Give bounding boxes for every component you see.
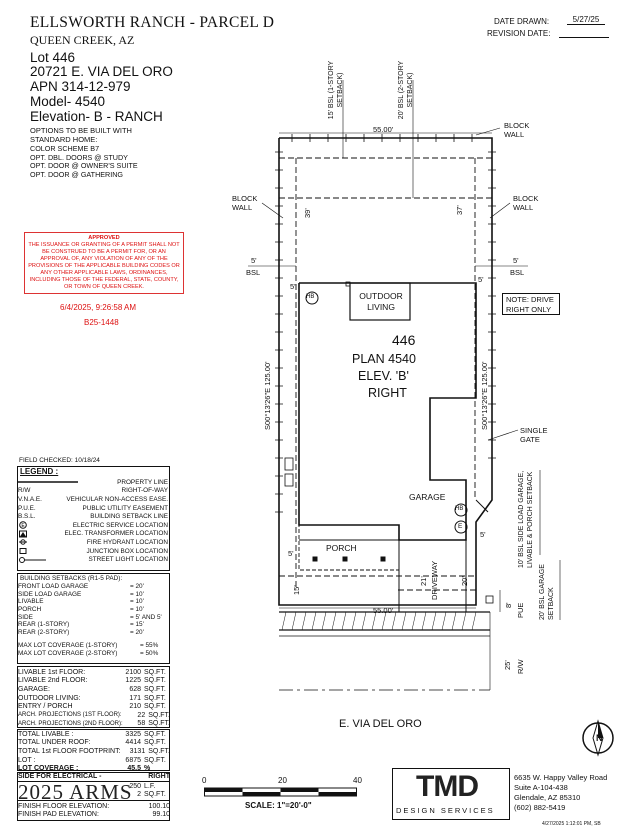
total-value: 45.5	[127, 765, 141, 773]
legend-abbr: V.N.A.E.	[18, 495, 42, 503]
lot-apn: APN 314-12-979	[30, 79, 131, 94]
bsl-left: BSL	[246, 268, 261, 277]
setback-value: = 20'	[130, 583, 144, 591]
area-label: ARCH. PROJECTIONS (2ND FLOOR):	[18, 720, 123, 727]
north-label: N	[596, 733, 603, 743]
address-line: Suite A-104-438	[514, 783, 568, 792]
legend-text: FIRE HYDRANT LOCATION	[86, 538, 168, 546]
total-label: LOT :	[18, 756, 36, 764]
plan-elevation: ELEV. 'B'	[358, 369, 409, 383]
elevation-value: 99.10	[152, 811, 170, 819]
project-title: ELLSWORTH RANCH - PARCEL D	[30, 14, 275, 31]
elevation-label: FINISH PAD ELEVATION:	[18, 811, 99, 819]
side-load-setback: 10' BSL SIDE LOAD GARAGE, LIVABLE & PORCH SETBACK	[518, 470, 534, 568]
setback-label: SIDE	[18, 613, 33, 621]
plan-model: PLAN 4540	[352, 352, 416, 366]
area-value: 628	[129, 685, 141, 693]
total-unit: SQ.FT.	[144, 756, 166, 764]
area-label: ENTRY / PORCH	[18, 703, 73, 711]
legend-text: PUBLIC UTILITY EASEMENT	[82, 504, 168, 512]
coverage-label: MAX LOT COVERAGE (2-STORY)	[18, 650, 118, 658]
legend-text: ELECTRIC SERVICE LOCATION	[72, 521, 168, 529]
pue-label: PUE	[516, 602, 525, 618]
area-value: 2100	[125, 668, 141, 676]
company-tagline: DESIGN SERVICES	[396, 806, 495, 815]
legend-text: VEHICULAR NON-ACCESS EASE.	[66, 495, 168, 503]
area-unit: SQ.FT.	[144, 668, 166, 676]
total-unit: SQ.FT.	[144, 739, 166, 747]
setback-value: = 10'	[130, 598, 144, 606]
rear-bsl-1story: 15' BSL (1-STORY SETBACK)	[328, 60, 344, 120]
legend-title: LEGEND :	[20, 467, 59, 476]
rw-label: R/W	[516, 659, 525, 674]
legend-text: RIGHT-OF-WAY	[121, 487, 168, 495]
single-gate-label: SINGLE GATE	[520, 426, 548, 444]
block-wall-marks	[275, 134, 496, 512]
rear-dimension: 55.00'	[373, 125, 394, 134]
company-logo: TMD	[416, 770, 478, 803]
legend-text: PROPERTY LINE	[117, 478, 168, 486]
address-line: Glendale, AZ 85310	[514, 793, 581, 802]
right-bearing: S00°13'26"E 125.00'	[480, 361, 489, 430]
junction-box-icon	[486, 596, 493, 603]
option-item: OPT. DBL. DOORS @ STUDY	[30, 152, 128, 162]
dim-25: 25'	[503, 660, 512, 670]
permit-number: B25-1448	[84, 318, 119, 327]
legend-text: JUNCTION BOX LOCATION	[86, 547, 168, 555]
scale-bar	[204, 787, 360, 799]
block-wall-left: BLOCK WALL	[232, 194, 258, 212]
area-unit: SQ.FT.	[144, 694, 166, 702]
dim-39: 39'	[303, 208, 312, 218]
approval-text: THE ISSUANCE OR GRANTING OF A PERMIT SHALL NOT BE CONSTRUED TO BE A PERMIT FOR, OR AN APPROVAL OF, ANY VIOLATION OF ANY OF THE PROVISIONS OF THE APPLICABLE BUILDING CODES OR ANY OTHER APPLICABLE LAWS, ORDINANCES, INCLUDING THOSE OF THE FEDERAL, STATE, COUNTY, OR TOWN OF QUEEN CREEK.	[28, 242, 180, 290]
porch-label: PORCH	[326, 543, 357, 553]
electrical-label: SIDE FOR ELECTRICAL -	[18, 772, 102, 780]
address-line: 6635 W. Happy Valley Road	[514, 773, 608, 782]
coverage-value: = 55%	[140, 642, 159, 650]
lot-address: 20721 E. VIA DEL ORO	[30, 64, 173, 79]
ac-pad	[285, 474, 293, 486]
total-value: 3131	[129, 747, 146, 755]
bsl-right: BSL	[510, 268, 525, 277]
model-number: Model- 4540	[30, 94, 106, 109]
area-unit: SQ.FT.	[148, 720, 170, 728]
setback-value: = 15'	[130, 621, 144, 629]
setback-value: = 20'	[130, 628, 144, 636]
street-name: E. VIA DEL ORO	[339, 718, 422, 730]
side-setback-right-dim: 5'	[513, 256, 519, 265]
dim-37: 37'	[455, 205, 464, 215]
setbacks-title: BUILDING SETBACKS (R1-5 PAD):	[20, 575, 123, 582]
garage-label: GARAGE	[409, 492, 446, 502]
area-value: 58	[137, 720, 146, 728]
total-unit: SQ.FT.	[148, 747, 170, 755]
driveway-label: DRIVEWAY	[430, 560, 439, 600]
area-value: 210	[129, 703, 141, 711]
area-unit: SQ.FT.	[148, 711, 170, 719]
house-footprint	[299, 283, 476, 540]
total-label: TOTAL 1st FLOOR FOOTPRINT:	[18, 747, 121, 755]
drive-note: NOTE: DRIVE RIGHT ONLY	[502, 293, 560, 315]
wall-value: 2	[137, 791, 141, 799]
garage-setback: 20' BSL GARAGE SETBACK	[539, 564, 555, 620]
legend-text: BUILDING SETBACK LINE	[90, 513, 168, 521]
elevation-label: FINISH FLOOR ELEVATION:	[18, 802, 110, 810]
hose-bib-label: HB	[455, 506, 464, 512]
elevation-value: 100.10	[148, 802, 170, 810]
porch-column	[343, 557, 347, 561]
total-value: 4414	[125, 739, 141, 747]
legend-abbr: P.U.E.	[18, 504, 36, 512]
wall-value: 250	[129, 782, 141, 790]
setback-value: = 5' AND 5'	[130, 613, 162, 621]
area-label: GARAGE:	[18, 685, 50, 693]
area-unit: SQ.FT.	[144, 685, 166, 693]
elevation-label: Elevation- B - RANCH	[30, 109, 163, 124]
field-checked: FIELD CHECKED: 10/18/24	[19, 457, 100, 464]
left-bearing: S00°13'26"E 125.00'	[263, 361, 272, 430]
area-label: LIVABLE 2nd FLOOR:	[18, 677, 88, 685]
electric-meter-label: E	[458, 523, 463, 530]
legend-text: ELEC. TRANSFORMER LOCATION	[64, 530, 168, 538]
setback-label: REAR (2-STORY)	[18, 628, 70, 636]
total-value: 3325	[125, 730, 141, 738]
setback-label: FRONT LOAD GARAGE	[18, 583, 89, 591]
total-label: TOTAL LIVABLE :	[18, 730, 74, 738]
legend-abbr: R/W	[18, 487, 31, 495]
area-label: ARCH. PROJECTIONS (1ST FLOOR):	[18, 712, 122, 719]
area-value: 171	[129, 694, 141, 702]
porch-dim-5: 5'	[288, 549, 294, 558]
side-dim-5: 5'	[478, 275, 484, 284]
lot-number: Lot 446	[30, 50, 76, 65]
coverage-value: = 50%	[140, 650, 159, 658]
setback-label: REAR (1-STORY)	[18, 621, 70, 629]
block-wall-right: BLOCK WALL	[513, 194, 539, 212]
company-address	[514, 773, 607, 813]
area-unit: SQ.FT.	[144, 677, 166, 685]
watermark-text: 2025 ARMS	[18, 780, 133, 804]
approval-title: APPROVED	[88, 235, 120, 241]
outdoor-living-label: OUTDOOR LIVING	[359, 291, 403, 312]
electrical-value: RIGHT	[148, 772, 170, 780]
scale-label: SCALE: 1"=20'-0"	[245, 801, 312, 810]
scale-tick: 20	[278, 776, 287, 785]
legend-abbr: B.S.L.	[18, 513, 36, 521]
porch-column	[313, 557, 317, 561]
scale-tick: 40	[353, 776, 362, 785]
area-label: OUTDOOR LIVING:	[18, 694, 81, 702]
date-drawn-value: 5/27/25	[567, 15, 605, 25]
single-gate	[476, 500, 488, 512]
approval-timestamp: 6/4/2025, 9:26:58 AM	[60, 303, 137, 312]
date-drawn-label: DATE DRAWN:	[494, 17, 550, 26]
option-item: OPT. DOOR @ OWNER'S SUITE	[30, 161, 138, 171]
setback-label: PORCH	[18, 606, 42, 614]
setback-value: = 10'	[130, 606, 144, 614]
address-line: (602) 882-5419	[514, 803, 566, 812]
area-label: LIVABLE 1st FLOOR:	[18, 668, 86, 676]
total-value: 6875	[125, 756, 141, 764]
dim-8: 8'	[504, 602, 513, 608]
porch-column	[381, 557, 385, 561]
ac-pad	[285, 458, 293, 470]
setback-label: SIDE LOAD GARAGE	[18, 590, 82, 598]
total-label: TOTAL UNDER ROOF:	[18, 739, 91, 747]
option-item: OPT. DOOR @ GATHERING	[30, 169, 124, 179]
dim-15: 15'	[292, 585, 301, 595]
front-dimension: 55.00'	[373, 606, 394, 615]
side-setback-left-dim: 5'	[251, 256, 257, 265]
setback-label: LIVABLE	[18, 598, 44, 606]
total-label: LOT COVERAGE :	[18, 765, 79, 773]
area-value: 22	[137, 711, 146, 719]
area-value: 1225	[125, 677, 141, 685]
setback-value: = 10'	[130, 590, 144, 598]
wall-unit: SQ.FT.	[144, 791, 166, 799]
wall-unit: L.F.	[144, 782, 156, 790]
scale-tick: 0	[202, 776, 207, 785]
hose-bib-label: HB	[306, 294, 315, 300]
footer-stamp: 4/27/2025 1:12:01 PM, SB	[542, 821, 601, 827]
plan-lot-number: 446	[392, 332, 416, 348]
dim-20: 20'	[460, 576, 469, 586]
plan-hand: RIGHT	[368, 386, 407, 400]
project-city: QUEEN CREEK, AZ	[30, 33, 135, 47]
total-unit: SQ.FT.	[144, 730, 166, 738]
rear-bsl-2story: 20' BSL (2-STORY SETBACK)	[398, 60, 414, 120]
option-item: COLOR SCHEME B7	[30, 144, 100, 153]
revision-date-label: REVISION DATE:	[487, 29, 551, 38]
garage-dim-5: 5'	[480, 530, 486, 539]
svg-text:E: E	[21, 523, 25, 530]
side-dim-5: 5'	[290, 282, 296, 291]
options-intro: OPTIONS TO BE BUILT WITH STANDARD HOME:	[30, 126, 132, 144]
legend-text: STREET LIGHT LOCATION	[88, 556, 168, 564]
coverage-label: MAX LOT COVERAGE (1-STORY)	[18, 642, 118, 650]
dim-21: 21'	[419, 576, 428, 586]
area-unit: SQ.FT.	[144, 703, 166, 711]
block-wall-rear: BLOCK WALL	[504, 121, 530, 139]
total-unit: %	[144, 765, 151, 773]
